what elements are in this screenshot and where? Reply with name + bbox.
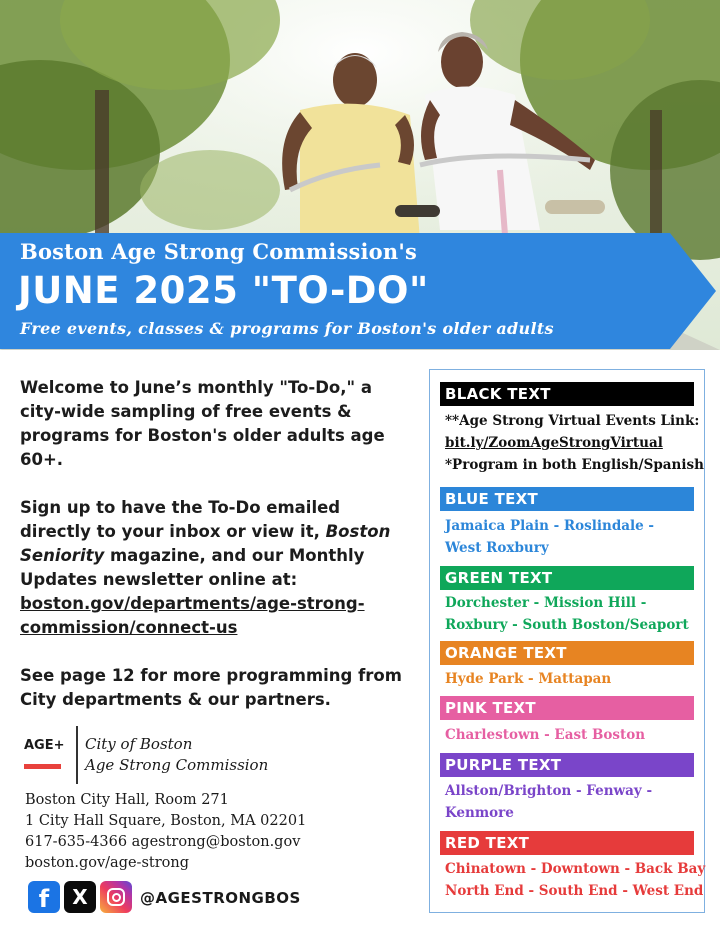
- legend-red-header: RED TEXT: [440, 831, 694, 855]
- logo-divider: [76, 726, 78, 784]
- legend-red-line: North End - South End - West End: [445, 883, 704, 899]
- banner-subtitle: Free events, classes & programs for Boston's older adults: [20, 319, 554, 338]
- legend-blue-header: BLUE TEXT: [440, 487, 694, 511]
- legend-green-line: Roxbury - South Boston/Seaport: [445, 617, 689, 633]
- legend-blue-line: Jamaica Plain - Roslindale -: [445, 518, 655, 534]
- legend-purple-line: Kenmore: [445, 805, 514, 821]
- legend-pink-line: Charlestown - East Boston: [445, 727, 646, 743]
- age-plus-underline: [24, 764, 61, 769]
- social-handle[interactable]: @AGESTRONGBOS: [140, 889, 301, 907]
- intro-welcome: Welcome to June’s monthly "To-Do," a city-wide sampling of free events & programs for Boston's older adults age 60+.: [20, 378, 385, 469]
- legend-green-header: GREEN TEXT: [440, 566, 694, 590]
- legend-black-header: BLACK TEXT: [440, 382, 694, 406]
- zoom-link[interactable]: bit.ly/ZoomAgeStrongVirtual: [445, 435, 663, 451]
- intro-more-programming: See page 12 for more programming from City departments & our partners.: [20, 666, 402, 709]
- magazine-name: Boston Seniority: [20, 522, 391, 565]
- legend-purple-header: PURPLE TEXT: [440, 753, 694, 777]
- intro-signup-text: Sign up to have the To-Do emailed directly to your inbox or view it,: [20, 498, 341, 541]
- legend-black-line: *Program in both English/Spanish: [445, 457, 704, 473]
- address-phone-email[interactable]: 617-635-4366 agestrong@boston.gov: [25, 834, 301, 850]
- intro-signup: [20, 496, 410, 640]
- legend-blue-text: [445, 515, 707, 559]
- color-legend: [429, 369, 705, 913]
- logo-commission: Age Strong Commission: [85, 756, 269, 774]
- logo-text: [85, 734, 268, 776]
- legend-green-text: [445, 592, 707, 636]
- legend-green-line: Dorchester - Mission Hill -: [445, 595, 647, 611]
- legend-blue-line: West Roxbury: [445, 540, 549, 556]
- legend-pink-text: [445, 724, 707, 746]
- connect-us-link[interactable]: boston.gov/departments/age-strong-commission/connect-us: [20, 594, 365, 637]
- x-icon[interactable]: X: [64, 881, 96, 913]
- banner-title: JUNE 2025 "TO-DO": [18, 269, 429, 312]
- legend-black-text: [445, 410, 707, 476]
- intro-text: [20, 376, 410, 712]
- address-website[interactable]: boston.gov/age-strong: [25, 855, 190, 871]
- legend-orange-text: [445, 668, 707, 690]
- facebook-icon[interactable]: f: [28, 881, 60, 913]
- legend-pink-header: PINK TEXT: [440, 696, 694, 720]
- logo-city: City of Boston: [85, 735, 193, 753]
- age-strong-logo: [24, 726, 324, 784]
- age-plus-mark: AGE+: [24, 738, 65, 753]
- legend-purple-text: [445, 780, 707, 824]
- address-line-2: 1 City Hall Square, Boston, MA 02201: [25, 813, 307, 829]
- intro-signup-text-2: magazine, and our Monthly Updates newsletter online at:: [20, 546, 365, 589]
- legend-orange-header: ORANGE TEXT: [440, 641, 694, 665]
- instagram-icon[interactable]: [100, 881, 132, 913]
- legend-red-line: Chinatown - Downtown - Back Bay: [445, 861, 706, 877]
- banner-commission-name: Boston Age Strong Commission's: [20, 239, 418, 264]
- legend-orange-line: Hyde Park - Mattapan: [445, 671, 612, 687]
- legend-purple-line: Allston/Brighton - Fenway -: [445, 783, 653, 799]
- title-banner: [0, 233, 720, 349]
- legend-black-line: **Age Strong Virtual Events Link:: [445, 413, 700, 429]
- address-line-1: Boston City Hall, Room 271: [25, 792, 229, 808]
- legend-red-text: [445, 858, 707, 902]
- contact-address: [25, 790, 306, 874]
